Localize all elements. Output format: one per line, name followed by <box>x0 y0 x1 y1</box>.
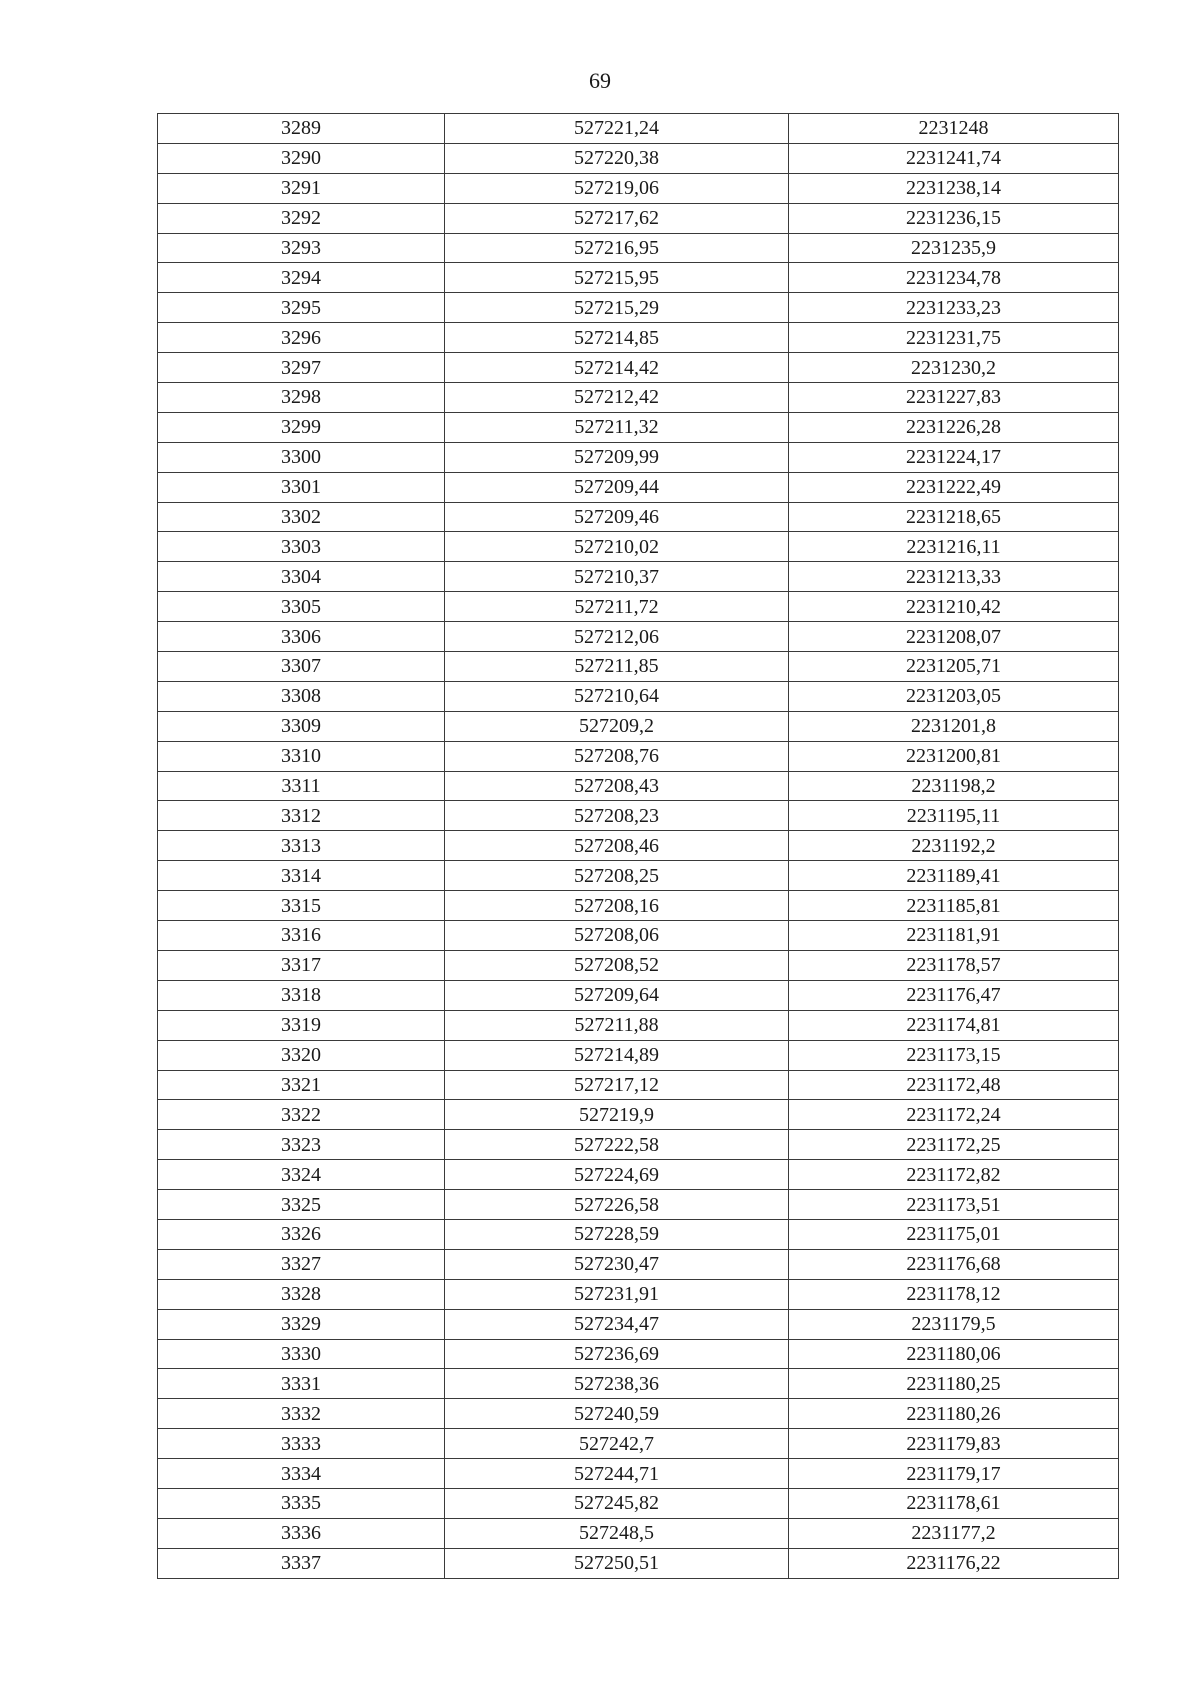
point-number-cell: 3300 <box>158 442 445 472</box>
table-row <box>158 1249 1119 1279</box>
x-coordinate-cell: 527231,91 <box>445 1279 789 1309</box>
table-row <box>158 293 1119 323</box>
y-coordinate-cell: 2231234,78 <box>789 263 1119 293</box>
x-coordinate-cell: 527209,2 <box>445 711 789 741</box>
x-coordinate-cell: 527211,88 <box>445 1010 789 1040</box>
table-row <box>158 1219 1119 1249</box>
table-row <box>158 921 1119 951</box>
y-coordinate-cell: 2231241,74 <box>789 143 1119 173</box>
x-coordinate-cell: 527214,89 <box>445 1040 789 1070</box>
y-coordinate-cell: 2231178,61 <box>789 1488 1119 1518</box>
point-number-cell: 3295 <box>158 293 445 323</box>
y-coordinate-cell: 2231195,11 <box>789 801 1119 831</box>
y-coordinate-cell: 2231208,07 <box>789 622 1119 652</box>
x-coordinate-cell: 527236,69 <box>445 1339 789 1369</box>
y-coordinate-cell: 2231192,2 <box>789 831 1119 861</box>
point-number-cell: 3303 <box>158 532 445 562</box>
table-row <box>158 771 1119 801</box>
point-number-cell: 3308 <box>158 681 445 711</box>
x-coordinate-cell: 527219,9 <box>445 1100 789 1130</box>
x-coordinate-cell: 527208,52 <box>445 950 789 980</box>
table-row <box>158 114 1119 144</box>
x-coordinate-cell: 527208,43 <box>445 771 789 801</box>
point-number-cell: 3329 <box>158 1309 445 1339</box>
point-number-cell: 3317 <box>158 950 445 980</box>
table-row <box>158 1010 1119 1040</box>
y-coordinate-cell: 2231198,2 <box>789 771 1119 801</box>
point-number-cell: 3313 <box>158 831 445 861</box>
table-row <box>158 1429 1119 1459</box>
point-number-cell: 3311 <box>158 771 445 801</box>
point-number-cell: 3316 <box>158 921 445 951</box>
point-number-cell: 3321 <box>158 1070 445 1100</box>
y-coordinate-cell: 2231172,24 <box>789 1100 1119 1130</box>
x-coordinate-cell: 527214,42 <box>445 353 789 383</box>
point-number-cell: 3309 <box>158 711 445 741</box>
point-number-cell: 3310 <box>158 741 445 771</box>
y-coordinate-cell: 2231173,15 <box>789 1040 1119 1070</box>
table-row <box>158 203 1119 233</box>
table-row <box>158 1309 1119 1339</box>
x-coordinate-cell: 527208,46 <box>445 831 789 861</box>
point-number-cell: 3337 <box>158 1548 445 1578</box>
y-coordinate-cell: 2231226,28 <box>789 412 1119 442</box>
x-coordinate-cell: 527228,59 <box>445 1219 789 1249</box>
x-coordinate-cell: 527210,37 <box>445 562 789 592</box>
y-coordinate-cell: 2231176,68 <box>789 1249 1119 1279</box>
point-number-cell: 3296 <box>158 323 445 353</box>
table-row <box>158 891 1119 921</box>
point-number-cell: 3335 <box>158 1488 445 1518</box>
y-coordinate-cell: 2231218,65 <box>789 502 1119 532</box>
table-row <box>158 323 1119 353</box>
point-number-cell: 3289 <box>158 114 445 144</box>
y-coordinate-cell: 2231185,81 <box>789 891 1119 921</box>
point-number-cell: 3314 <box>158 861 445 891</box>
table-row <box>158 353 1119 383</box>
x-coordinate-cell: 527226,58 <box>445 1190 789 1220</box>
x-coordinate-cell: 527244,71 <box>445 1459 789 1489</box>
point-number-cell: 3299 <box>158 412 445 442</box>
x-coordinate-cell: 527245,82 <box>445 1488 789 1518</box>
y-coordinate-cell: 2231172,82 <box>789 1160 1119 1190</box>
point-number-cell: 3307 <box>158 652 445 682</box>
y-coordinate-cell: 2231235,9 <box>789 233 1119 263</box>
y-coordinate-cell: 2231172,25 <box>789 1130 1119 1160</box>
table-row <box>158 1100 1119 1130</box>
y-coordinate-cell: 2231180,25 <box>789 1369 1119 1399</box>
x-coordinate-cell: 527240,59 <box>445 1399 789 1429</box>
x-coordinate-cell: 527212,42 <box>445 383 789 413</box>
point-number-cell: 3324 <box>158 1160 445 1190</box>
point-number-cell: 3334 <box>158 1459 445 1489</box>
x-coordinate-cell: 527216,95 <box>445 233 789 263</box>
table-row <box>158 143 1119 173</box>
point-number-cell: 3315 <box>158 891 445 921</box>
y-coordinate-cell: 2231174,81 <box>789 1010 1119 1040</box>
y-coordinate-cell: 2231189,41 <box>789 861 1119 891</box>
table-row <box>158 532 1119 562</box>
table-row <box>158 1369 1119 1399</box>
point-number-cell: 3291 <box>158 173 445 203</box>
coordinates-table-body <box>158 114 1119 1579</box>
table-row <box>158 472 1119 502</box>
point-number-cell: 3302 <box>158 502 445 532</box>
x-coordinate-cell: 527234,47 <box>445 1309 789 1339</box>
point-number-cell: 3304 <box>158 562 445 592</box>
point-number-cell: 3333 <box>158 1429 445 1459</box>
y-coordinate-cell: 2231200,81 <box>789 741 1119 771</box>
y-coordinate-cell: 2231224,17 <box>789 442 1119 472</box>
x-coordinate-cell: 527208,25 <box>445 861 789 891</box>
table-row <box>158 263 1119 293</box>
x-coordinate-cell: 527211,32 <box>445 412 789 442</box>
x-coordinate-cell: 527209,46 <box>445 502 789 532</box>
point-number-cell: 3290 <box>158 143 445 173</box>
table-row <box>158 1190 1119 1220</box>
table-row <box>158 1070 1119 1100</box>
table-row <box>158 1399 1119 1429</box>
point-number-cell: 3320 <box>158 1040 445 1070</box>
y-coordinate-cell: 2231222,49 <box>789 472 1119 502</box>
x-coordinate-cell: 527209,99 <box>445 442 789 472</box>
point-number-cell: 3294 <box>158 263 445 293</box>
table-row <box>158 1488 1119 1518</box>
table-row <box>158 652 1119 682</box>
y-coordinate-cell: 2231175,01 <box>789 1219 1119 1249</box>
y-coordinate-cell: 2231213,33 <box>789 562 1119 592</box>
x-coordinate-cell: 527209,64 <box>445 980 789 1010</box>
x-coordinate-cell: 527221,24 <box>445 114 789 144</box>
x-coordinate-cell: 527220,38 <box>445 143 789 173</box>
y-coordinate-cell: 2231205,71 <box>789 652 1119 682</box>
table-row <box>158 442 1119 472</box>
x-coordinate-cell: 527217,62 <box>445 203 789 233</box>
table-row <box>158 562 1119 592</box>
table-row <box>158 1130 1119 1160</box>
point-number-cell: 3330 <box>158 1339 445 1369</box>
y-coordinate-cell: 2231180,06 <box>789 1339 1119 1369</box>
point-number-cell: 3319 <box>158 1010 445 1040</box>
x-coordinate-cell: 527211,72 <box>445 592 789 622</box>
y-coordinate-cell: 2231177,2 <box>789 1518 1119 1548</box>
table-row <box>158 1518 1119 1548</box>
point-number-cell: 3297 <box>158 353 445 383</box>
table-row <box>158 711 1119 741</box>
x-coordinate-cell: 527242,7 <box>445 1429 789 1459</box>
table-row <box>158 1459 1119 1489</box>
y-coordinate-cell: 2231172,48 <box>789 1070 1119 1100</box>
y-coordinate-cell: 2231216,11 <box>789 532 1119 562</box>
y-coordinate-cell: 2231179,83 <box>789 1429 1119 1459</box>
table-row <box>158 741 1119 771</box>
table-row <box>158 980 1119 1010</box>
y-coordinate-cell: 2231203,05 <box>789 681 1119 711</box>
x-coordinate-cell: 527224,69 <box>445 1160 789 1190</box>
x-coordinate-cell: 527219,06 <box>445 173 789 203</box>
y-coordinate-cell: 2231233,23 <box>789 293 1119 323</box>
y-coordinate-cell: 2231227,83 <box>789 383 1119 413</box>
x-coordinate-cell: 527209,44 <box>445 472 789 502</box>
y-coordinate-cell: 2231210,42 <box>789 592 1119 622</box>
x-coordinate-cell: 527248,5 <box>445 1518 789 1548</box>
point-number-cell: 3336 <box>158 1518 445 1548</box>
x-coordinate-cell: 527215,29 <box>445 293 789 323</box>
y-coordinate-cell: 2231231,75 <box>789 323 1119 353</box>
point-number-cell: 3326 <box>158 1219 445 1249</box>
table-row <box>158 1279 1119 1309</box>
y-coordinate-cell: 2231173,51 <box>789 1190 1119 1220</box>
y-coordinate-cell: 2231238,14 <box>789 173 1119 203</box>
table-row <box>158 950 1119 980</box>
y-coordinate-cell: 2231176,22 <box>789 1548 1119 1578</box>
point-number-cell: 3328 <box>158 1279 445 1309</box>
y-coordinate-cell: 2231178,57 <box>789 950 1119 980</box>
point-number-cell: 3312 <box>158 801 445 831</box>
table-row <box>158 173 1119 203</box>
x-coordinate-cell: 527210,02 <box>445 532 789 562</box>
y-coordinate-cell: 2231201,8 <box>789 711 1119 741</box>
table-row <box>158 622 1119 652</box>
table-row <box>158 1339 1119 1369</box>
y-coordinate-cell: 2231179,5 <box>789 1309 1119 1339</box>
table-row <box>158 383 1119 413</box>
x-coordinate-cell: 527215,95 <box>445 263 789 293</box>
y-coordinate-cell: 2231176,47 <box>789 980 1119 1010</box>
table-row <box>158 861 1119 891</box>
point-number-cell: 3332 <box>158 1399 445 1429</box>
point-number-cell: 3298 <box>158 383 445 413</box>
y-coordinate-cell: 2231248 <box>789 114 1119 144</box>
x-coordinate-cell: 527208,06 <box>445 921 789 951</box>
x-coordinate-cell: 527230,47 <box>445 1249 789 1279</box>
table-row <box>158 233 1119 263</box>
table-row <box>158 412 1119 442</box>
x-coordinate-cell: 527210,64 <box>445 681 789 711</box>
table-row <box>158 1160 1119 1190</box>
table-row <box>158 1548 1119 1578</box>
table-row <box>158 592 1119 622</box>
x-coordinate-cell: 527250,51 <box>445 1548 789 1578</box>
table-row <box>158 681 1119 711</box>
coordinates-table <box>157 113 1119 1579</box>
x-coordinate-cell: 527217,12 <box>445 1070 789 1100</box>
point-number-cell: 3322 <box>158 1100 445 1130</box>
point-number-cell: 3301 <box>158 472 445 502</box>
x-coordinate-cell: 527208,76 <box>445 741 789 771</box>
y-coordinate-cell: 2231178,12 <box>789 1279 1119 1309</box>
page-number: 69 <box>589 68 611 93</box>
x-coordinate-cell: 527208,23 <box>445 801 789 831</box>
point-number-cell: 3292 <box>158 203 445 233</box>
x-coordinate-cell: 527214,85 <box>445 323 789 353</box>
x-coordinate-cell: 527208,16 <box>445 891 789 921</box>
point-number-cell: 3318 <box>158 980 445 1010</box>
table-row <box>158 831 1119 861</box>
table-row <box>158 801 1119 831</box>
y-coordinate-cell: 2231236,15 <box>789 203 1119 233</box>
x-coordinate-cell: 527222,58 <box>445 1130 789 1160</box>
x-coordinate-cell: 527211,85 <box>445 652 789 682</box>
table-row <box>158 502 1119 532</box>
table-row <box>158 1040 1119 1070</box>
x-coordinate-cell: 527212,06 <box>445 622 789 652</box>
point-number-cell: 3323 <box>158 1130 445 1160</box>
y-coordinate-cell: 2231179,17 <box>789 1459 1119 1489</box>
point-number-cell: 3293 <box>158 233 445 263</box>
y-coordinate-cell: 2231180,26 <box>789 1399 1119 1429</box>
point-number-cell: 3306 <box>158 622 445 652</box>
point-number-cell: 3305 <box>158 592 445 622</box>
y-coordinate-cell: 2231230,2 <box>789 353 1119 383</box>
point-number-cell: 3327 <box>158 1249 445 1279</box>
y-coordinate-cell: 2231181,91 <box>789 921 1119 951</box>
point-number-cell: 3331 <box>158 1369 445 1399</box>
x-coordinate-cell: 527238,36 <box>445 1369 789 1399</box>
point-number-cell: 3325 <box>158 1190 445 1220</box>
